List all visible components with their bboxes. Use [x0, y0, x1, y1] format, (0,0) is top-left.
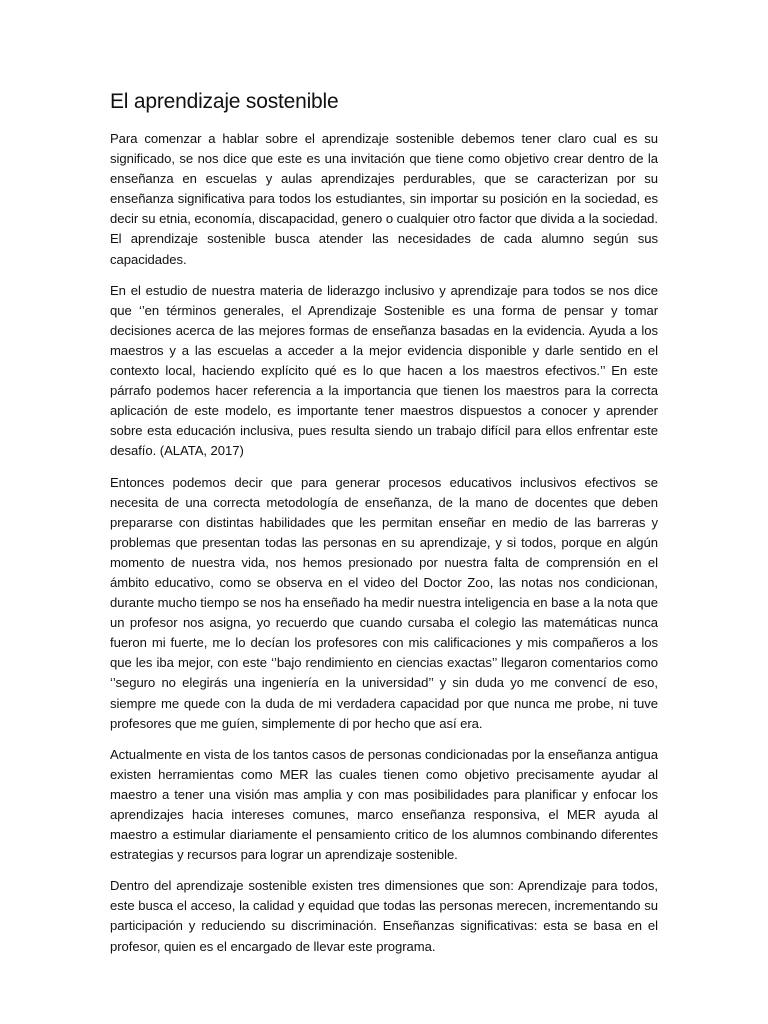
paragraph-4: Actualmente en vista de los tantos casos de personas condicionadas por la enseñanza antigua existen herramientas como MER las cuales tienen como objetivo precisamente ayudar al maestro a tener una visión mas amplia y con mas posibilidades para planificar y enfocar los aprendizajes hacia intereses comunes, marco enseñanza responsiva, el MER ayuda al maestro a estimular diariamente el pensamiento critico de los alumnos combinando diferentes estrategias y recursos para lograr un aprendizaje sostenible.	[110, 746, 658, 863]
paragraph-3: Entonces podemos decir que para generar procesos educativos inclusivos efectivos se necesita de una correcta metodología de enseñanza, de la mano de docentes que deben prepararse con distintas habilidades que les permitan enseñar en medio de las barreras y problemas que presentan todas las personas en su aprendizaje, y si todos, porque en algún momento de nuestra vida, nos hemos presionado por nuestra falta de comprensión en el ámbito educativo, como se observa en el video del Doctor Zoo, las notas nos condicionan, durante mucho tiempo se nos ha enseñado ha medir nuestra inteligencia en base a la nota que un profesor nos asigna, yo recuerdo que cuando cursaba el colegio las matemáticas nunca fueron mi fuerte, me lo decían los profesores con mis calificaciones y mis compañeros a los que les iba mejor, con este ‘’bajo rendimiento en ciencias exactas’’ llegaron comentarios como ‘’seguro no elegirás una ingeniería en la universidad’’ y sin duda yo me convencí de eso, siempre me quede con la duda de mi verdadera capacidad por que nunca me probe, ni tuve profesores que me guíen, simplemente di por hecho que así era.	[110, 474, 658, 731]
document-title: El aprendizaje sostenible	[110, 90, 339, 113]
paragraph-5: Dentro del aprendizaje sostenible existen tres dimensiones que son: Aprendizaje para todos, este busca el acceso, la calidad y equidad que todas las personas merecen, incrementando su participación y reduciendo su discriminación. Enseñanzas significativas: esta se basa en el profesor, quien es el encargado de llevar este programa.	[110, 878, 658, 954]
document-content	[110, 88, 658, 968]
paragraph-2: En el estudio de nuestra materia de liderazgo inclusivo y aprendizaje para todos se nos dice que ‘’en términos generales, el Aprendizaje Sostenible es una forma de pensar y tomar decisiones acerca de las mejores formas de enseñanza basadas en la evidencia. Ayuda a los maestros y a las escuelas a acceder a la mejor evidencia disponible y darle sentido en el contexto local, haciendo explícito qué es lo que hacen a los maestros efectivos.’’ En este párrafo podemos hacer referencia a la importancia que tienen los maestros para la correcta aplicación de este modelo, es importante tener maestros dispuestos a conocer y aprender sobre esta educación inclusiva, pues resulta siendo un trabajo difícil para ellos enfrentar este desafío. (ALATA, 2017)	[110, 282, 658, 459]
paragraph-1: Para comenzar a hablar sobre el aprendizaje sostenible debemos tener claro cual es su significado, se nos dice que este es una invitación que tiene como objetivo crear dentro de la enseñanza en escuelas y aulas aprendizajes perdurables, que se caracterizan por su enseñanza significativa para todos los estudiantes, sin importar su posición en la sociedad, es decir su etnia, economía, discapacidad, genero o cualquier otro factor que divida a la sociedad. El aprendizaje sostenible busca atender las necesidades de cada alumno según sus capacidades.	[110, 131, 658, 267]
